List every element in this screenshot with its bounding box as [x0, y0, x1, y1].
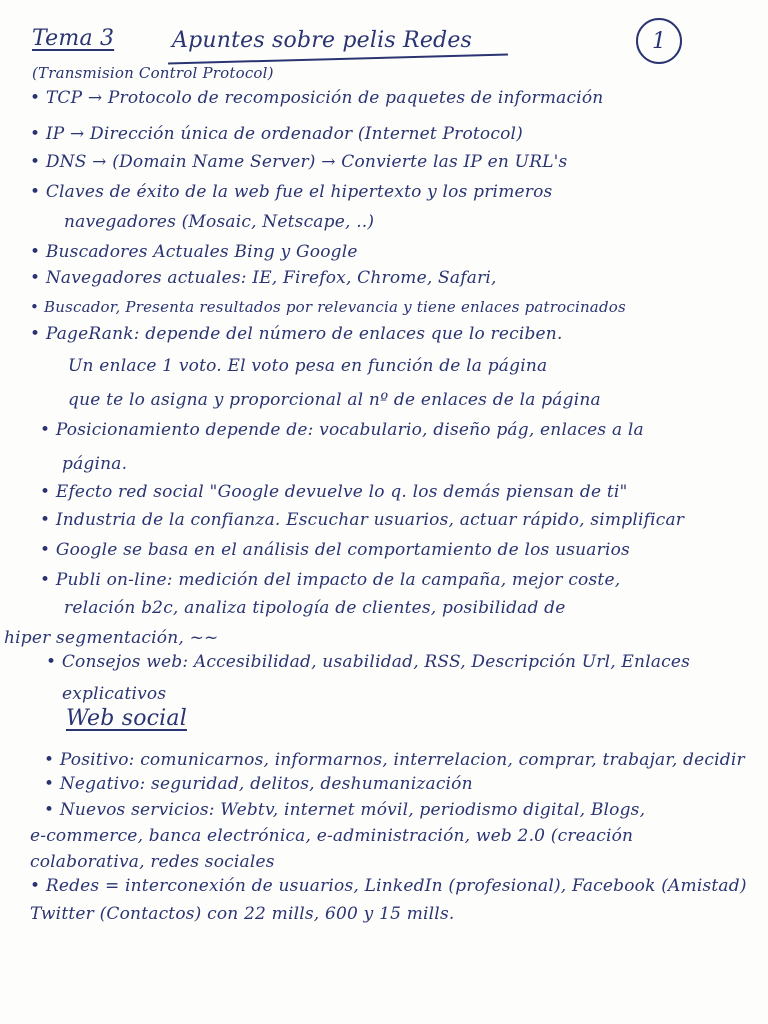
- note-line: relación b2c, analiza tipología de clientes, posibilidad de: [64, 598, 566, 618]
- page-title: Apuntes sobre pelis Redes: [172, 28, 473, 53]
- note-line: Twitter (Contactos) con 22 mills, 600 y 15 mills.: [30, 904, 455, 924]
- note-line: • PageRank: depende del número de enlaces que lo reciben.: [30, 324, 563, 344]
- note-line: colaborativa, redes sociales: [30, 852, 275, 872]
- note-line: • Posicionamiento depende de: vocabulario, diseño pág, enlaces a la: [40, 420, 644, 440]
- page-number-circle: [636, 18, 682, 64]
- note-line: (Transmision Control Protocol): [32, 64, 274, 82]
- note-line: • Efecto red social "Google devuelve lo q. los demás piensan de ti": [40, 482, 628, 502]
- note-line: • Buscadores Actuales Bing y Google: [30, 242, 358, 262]
- note-line: Un enlace 1 voto. El voto pesa en función de la página: [68, 356, 548, 376]
- note-line: hiper segmentación, ~~: [4, 628, 219, 648]
- note-line: • Buscador, Presenta resultados por relevancia y tiene enlaces patrocinados: [30, 298, 626, 316]
- title-underline: [168, 54, 508, 64]
- note-line: que te lo asigna y proporcional al nº de enlaces de la página: [68, 390, 601, 410]
- note-line: • DNS → (Domain Name Server) → Convierte las IP en URL's: [30, 152, 568, 172]
- note-line: • Industria de la confianza. Escuchar usuarios, actuar rápido, simplificar: [40, 510, 685, 530]
- note-line: • Nuevos servicios: Webtv, internet móvil, periodismo digital, Blogs,: [44, 800, 646, 820]
- note-line: • Positivo: comunicarnos, informarnos, interrelacion, comprar, trabajar, decidir: [44, 750, 745, 770]
- section-heading: Web social: [66, 706, 187, 731]
- note-line: e-commerce, banca electrónica, e-administración, web 2.0 (creación: [30, 826, 634, 846]
- topic-label: Tema 3: [32, 26, 115, 51]
- note-line: página.: [62, 454, 128, 474]
- note-line: • IP → Dirección única de ordenador (Internet Protocol): [30, 124, 523, 144]
- note-line: • Claves de éxito de la web fue el hipertexto y los primeros: [30, 182, 553, 202]
- note-line: • Negativo: seguridad, delitos, deshumanización: [44, 774, 473, 794]
- note-line: navegadores (Mosaic, Netscape, ..): [64, 212, 375, 232]
- note-line: • Consejos web: Accesibilidad, usabilidad, RSS, Descripción Url, Enlaces: [46, 652, 691, 672]
- note-line: • Redes = interconexión de usuarios, LinkedIn (profesional), Facebook (Amistad): [30, 876, 747, 896]
- page-number: 1: [652, 28, 666, 54]
- note-line: • Publi on-line: medición del impacto de la campaña, mejor coste,: [40, 570, 621, 590]
- note-line: explicativos: [62, 684, 167, 704]
- note-line: • TCP → Protocolo de recomposición de paquetes de información: [30, 88, 604, 108]
- note-line: • Navegadores actuales: IE, Firefox, Chrome, Safari,: [30, 268, 497, 288]
- note-line: • Google se basa en el análisis del comportamiento de los usuarios: [40, 540, 630, 560]
